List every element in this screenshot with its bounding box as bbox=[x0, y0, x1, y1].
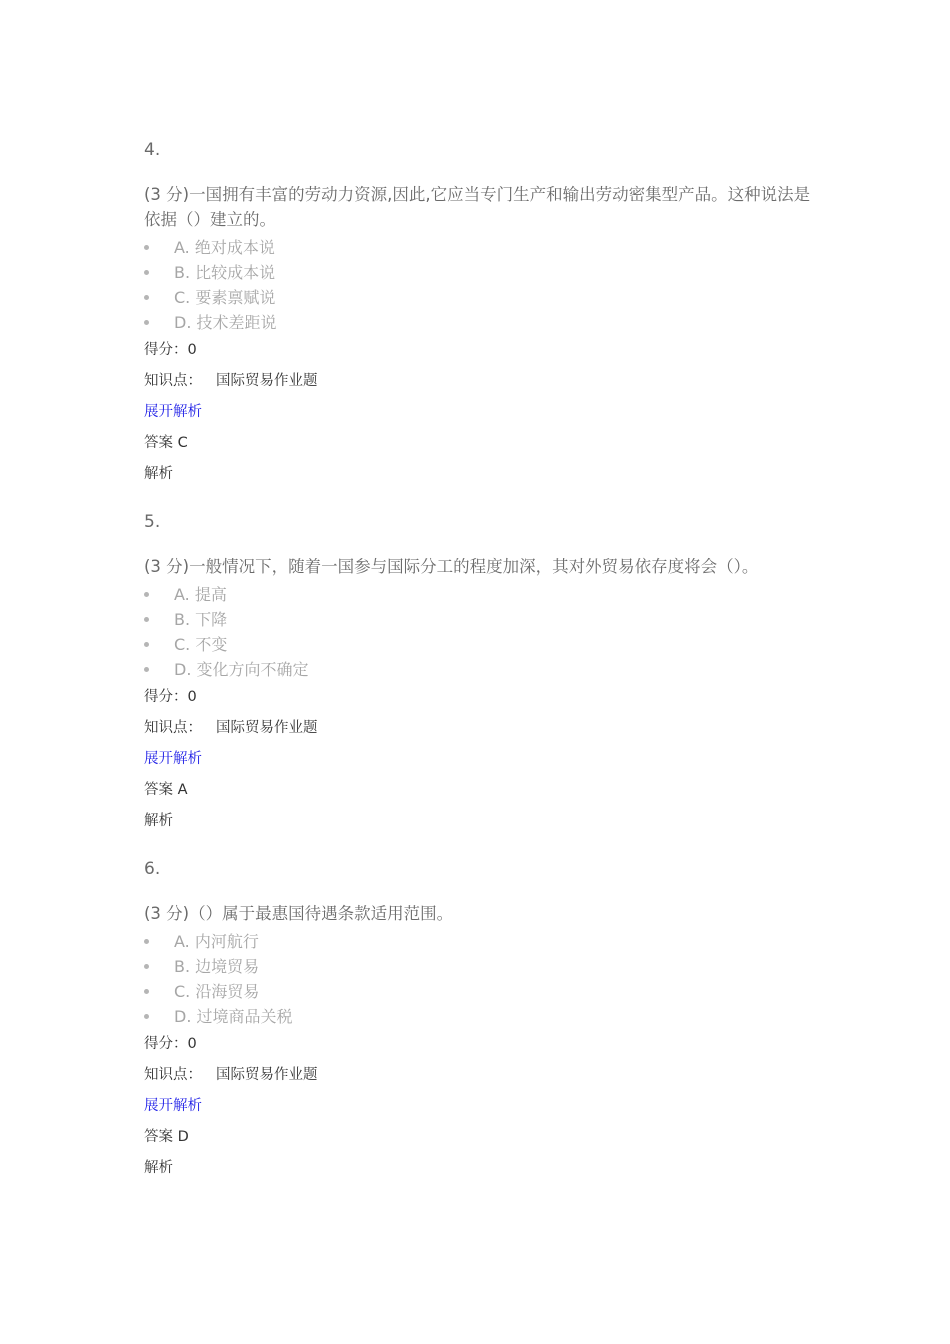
option-b[interactable] bbox=[144, 607, 824, 632]
score-value: 0 bbox=[187, 342, 197, 358]
bullet-icon bbox=[144, 245, 149, 250]
score-value: 0 bbox=[187, 689, 197, 705]
question-block bbox=[144, 512, 824, 831]
analysis-label: 解析 bbox=[144, 466, 173, 482]
bullet-icon bbox=[144, 642, 149, 647]
knowledge-value: 国际贸易作业题 bbox=[216, 1067, 318, 1083]
option-c[interactable] bbox=[144, 979, 824, 1004]
question-stem: (3 分)一国拥有丰富的劳动力资源,因此,它应当专门生产和输出劳动密集型产品。这种说法是依据（）建立的。 bbox=[144, 185, 811, 229]
bullet-icon bbox=[144, 1014, 149, 1019]
bullet-icon bbox=[144, 320, 149, 325]
score-value: 0 bbox=[187, 1036, 197, 1052]
option-label: B. 下降 bbox=[174, 610, 228, 629]
knowledge-label: 知识点： bbox=[144, 373, 202, 389]
expand-analysis-link[interactable]: 展开解析 bbox=[144, 1098, 202, 1114]
option-list bbox=[144, 582, 824, 682]
option-label: D. 变化方向不确定 bbox=[174, 660, 309, 679]
bullet-icon bbox=[144, 592, 149, 597]
option-label: C. 不变 bbox=[174, 635, 228, 654]
question-number: 6. bbox=[144, 859, 161, 879]
knowledge-value: 国际贸易作业题 bbox=[216, 720, 318, 736]
option-list bbox=[144, 235, 824, 335]
option-b[interactable] bbox=[144, 954, 824, 979]
score-line bbox=[144, 687, 824, 707]
option-label: C. 要素禀赋说 bbox=[174, 288, 276, 307]
knowledge-line bbox=[144, 371, 824, 391]
knowledge-line bbox=[144, 1065, 824, 1085]
option-a[interactable] bbox=[144, 582, 824, 607]
option-label: A. 内河航行 bbox=[174, 932, 259, 951]
option-label: D. 过境商品关税 bbox=[174, 1007, 293, 1026]
analysis-label: 解析 bbox=[144, 813, 173, 829]
option-a[interactable] bbox=[144, 235, 824, 260]
score-label: 得分： bbox=[144, 689, 188, 705]
score-line bbox=[144, 1034, 824, 1054]
option-label: B. 边境贸易 bbox=[174, 957, 260, 976]
option-label: A. 提高 bbox=[174, 585, 227, 604]
score-label: 得分： bbox=[144, 1036, 188, 1052]
option-b[interactable] bbox=[144, 260, 824, 285]
question-stem: (3 分)一般情况下，随着一国参与国际分工的程度加深，其对外贸易依存度将会（）。 bbox=[144, 557, 759, 576]
score-label: 得分： bbox=[144, 342, 188, 358]
expand-analysis-link[interactable]: 展开解析 bbox=[144, 751, 202, 767]
option-label: D. 技术差距说 bbox=[174, 313, 277, 332]
question-block bbox=[144, 859, 824, 1178]
option-d[interactable] bbox=[144, 1004, 824, 1029]
option-d[interactable] bbox=[144, 657, 824, 682]
analysis-label: 解析 bbox=[144, 1160, 173, 1176]
expand-line bbox=[144, 1096, 824, 1116]
bullet-icon bbox=[144, 295, 149, 300]
bullet-icon bbox=[144, 667, 149, 672]
option-a[interactable] bbox=[144, 929, 824, 954]
question-block bbox=[144, 140, 824, 484]
question-number: 4. bbox=[144, 140, 161, 160]
bullet-icon bbox=[144, 617, 149, 622]
answer-line: 答案 D bbox=[144, 1129, 189, 1145]
option-c[interactable] bbox=[144, 285, 824, 310]
option-label: A. 绝对成本说 bbox=[174, 238, 275, 257]
knowledge-label: 知识点： bbox=[144, 720, 202, 736]
option-label: B. 比较成本说 bbox=[174, 263, 276, 282]
bullet-icon bbox=[144, 939, 149, 944]
bullet-icon bbox=[144, 964, 149, 969]
expand-line bbox=[144, 402, 824, 422]
option-d[interactable] bbox=[144, 310, 824, 335]
bullet-icon bbox=[144, 270, 149, 275]
option-label: C. 沿海贸易 bbox=[174, 982, 260, 1001]
option-list bbox=[144, 929, 824, 1029]
question-number: 5. bbox=[144, 512, 161, 532]
expand-analysis-link[interactable]: 展开解析 bbox=[144, 404, 202, 420]
answer-line: 答案 A bbox=[144, 782, 188, 798]
score-line bbox=[144, 340, 824, 360]
expand-line bbox=[144, 749, 824, 769]
knowledge-label: 知识点： bbox=[144, 1067, 202, 1083]
knowledge-line bbox=[144, 718, 824, 738]
knowledge-value: 国际贸易作业题 bbox=[216, 373, 318, 389]
option-c[interactable] bbox=[144, 632, 824, 657]
bullet-icon bbox=[144, 989, 149, 994]
question-stem: (3 分)（）属于最惠国待遇条款适用范围。 bbox=[144, 904, 454, 923]
answer-line: 答案 C bbox=[144, 435, 188, 451]
